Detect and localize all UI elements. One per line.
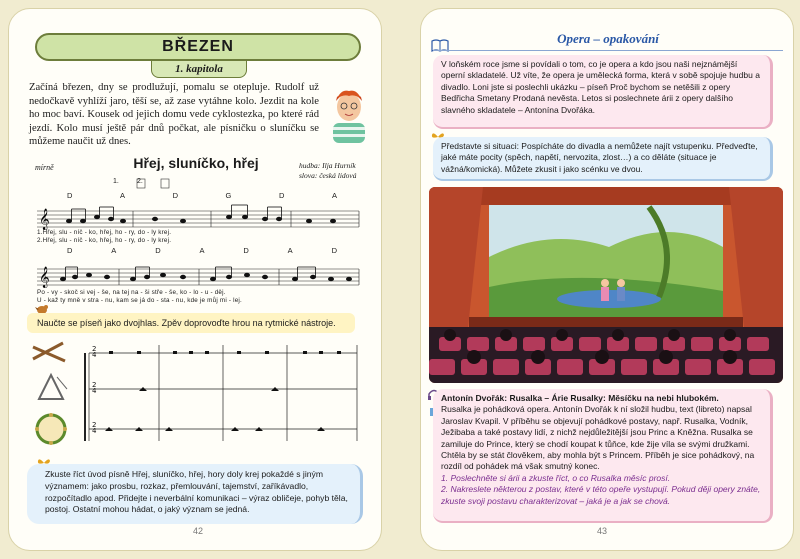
page-number-left: 42 — [193, 526, 204, 536]
rusalka-heading: Antonín Dvořák: Rusalka – Árie Rusalky: Měsíčku na nebi hlubokém. — [441, 393, 719, 403]
right-page — [420, 8, 794, 551]
intro-box: V loňském roce jsme si povídali o tom, co je opera a kdo jsou naši nejznámější operní skladatelé. Už víte, že opera je umělecká forma, která v sobě spojuje hudbu a divadlo. Loni jste si poslechli ukázku – píseň Proč bychom se netěšili z opery Bedřicha Smetany Prodaná nevěsta. Letos si poslechnete árii z opery dalšího slavného skladatele – Antonína Dvořáka. — [433, 55, 773, 129]
chord: A — [119, 191, 125, 200]
svg-text:𝄞: 𝄞 — [39, 267, 50, 288]
chord: D — [278, 191, 285, 200]
boy-illustration — [327, 85, 371, 143]
song-title: Hřej, sluníčko, hřej — [133, 155, 259, 171]
tambourine-icon — [35, 413, 67, 445]
chord: G — [225, 191, 232, 200]
chord: A — [331, 191, 337, 200]
svg-text:4: 4 — [92, 351, 97, 359]
chord: D — [331, 246, 337, 255]
chords-row-1 — [67, 191, 337, 200]
rusalka-task-2: 2. Nakreslete některou z postav, které v této opeře vystupují. Pokud ději opery znáte, zkuste svoji postavu charakterizovat – jaká je a jak se chová. — [441, 484, 761, 506]
credits-music: hudba: Ilja Hurník — [299, 161, 356, 170]
chapter-tab: 1. kapitola — [151, 61, 247, 78]
svg-text:2: 2 — [92, 345, 97, 353]
page-title: Opera – opakování — [557, 31, 659, 46]
lyrics-line-2b: U - kaž ty mně v stra - nu, kam se já do - sta - nu, kde je můj mi - lej. — [37, 297, 242, 304]
chord: D — [67, 246, 73, 255]
svg-text:2: 2 — [92, 421, 97, 429]
lyrics-line-1a: 1.Hřej, slu - níč - ko, hřej, ho - ry, do - ly krej. — [37, 229, 172, 236]
chord: D — [155, 246, 161, 255]
rusalka-description: Rusalka je pohádková opera. Antonín Dvořák k ní složil hudbu, text (libreto) napsal Jaroslav Kvapil. V příběhu se objevují pohádkové postavy, např. Rusalka, Vodník, Ježibaba a také postavy lidí, z nichž nejdůležitější jsou Princ a Kněžna. Rusalka se zamiluje do Prince, který se chodí koupat k tůňce, kde žije víla se svými družkami. Chtěla by se stát člověkem, aby mohla být s Princem. Příběh je sice pohádkový, na rozdíl od pohádek má však smutný konec. — [441, 404, 755, 472]
volta-1: 1. — [113, 178, 119, 185]
chord: A — [287, 246, 293, 255]
chord: D — [172, 191, 178, 200]
rusalka-task-1: 1. Poslechněte si árii a zkuste říct, o co Rusalka měsíc prosí. — [441, 472, 671, 483]
title-divider — [433, 50, 783, 51]
chords-row-2 — [67, 246, 337, 255]
task-note: Naučte se píseň jako dvojhlas. Zpěv doprovoďte hrou na rytmické nástroje. — [27, 313, 355, 333]
chord: A — [199, 246, 205, 255]
lyrics-line-1b: 2.Hřej, slu - níč - ko, hřej, ho - ry, do - ly krej. — [37, 237, 172, 244]
chord: A — [111, 246, 117, 255]
svg-text:4: 4 — [92, 427, 97, 435]
month-banner: BŘEZEN — [35, 33, 361, 61]
intro-text: Začíná březen, dny se prodlužují, pomalu se otepluje. Rudolf už nedočkavě vyhlíží jaro, těší se, až zase vytáhne kolo. Jezdit na kole ho moc baví. Kousek od jejich domu vede cyklostezka, po které rád jezdí. Kolo musí ještě pár dnů počkat, ale písničku o sluníčku se můžeme naučit už dnes. — [29, 82, 319, 148]
chord: D — [243, 246, 249, 255]
credits-words: slova: česká lidová — [299, 171, 357, 180]
chord: D — [67, 191, 73, 200]
rusalka-box — [433, 389, 773, 523]
stage-illustration — [429, 187, 783, 383]
svg-text:4: 4 — [92, 387, 97, 395]
triangle-icon — [39, 375, 67, 399]
claves-icon — [33, 343, 65, 361]
left-page — [8, 8, 382, 551]
svg-text:2: 2 — [92, 381, 97, 389]
lyrics-line-2a: Po - vy - skoč si vej - še, na tej na - ši stře - še, ko - lo - u - děj. — [37, 289, 226, 296]
tempo-marking: mírně — [35, 163, 54, 172]
situation-box: Představte si situaci: Pospícháte do divadla a nemůžete najít vstupenku. Předveďte, jaké máte pocity (spěch, napětí, nervozita, zlost…) a co děláte (situace je vážná/komická). Můžete zkusit i jako scénku ve dvou. — [433, 137, 773, 181]
task-box: Zkuste říct úvod písně Hřej, sluníčko, hřej, hory doly krej pokaždé s jiným významem: jako prosbu, rozkaz, přemlouvání, tajemství, zaříkávadlo, rozpočítadlo apod. Přidejte i neverbální komunikaci – výraz obličeje, pohyb těla, postoj. Ostatní mohou hádat, o jaký význam se jedná. — [27, 464, 363, 524]
rhythm-score — [27, 337, 367, 457]
volta-2: 2. — [137, 178, 143, 185]
svg-text:𝄞: 𝄞 — [39, 209, 50, 230]
page-number-right: 43 — [597, 526, 608, 536]
